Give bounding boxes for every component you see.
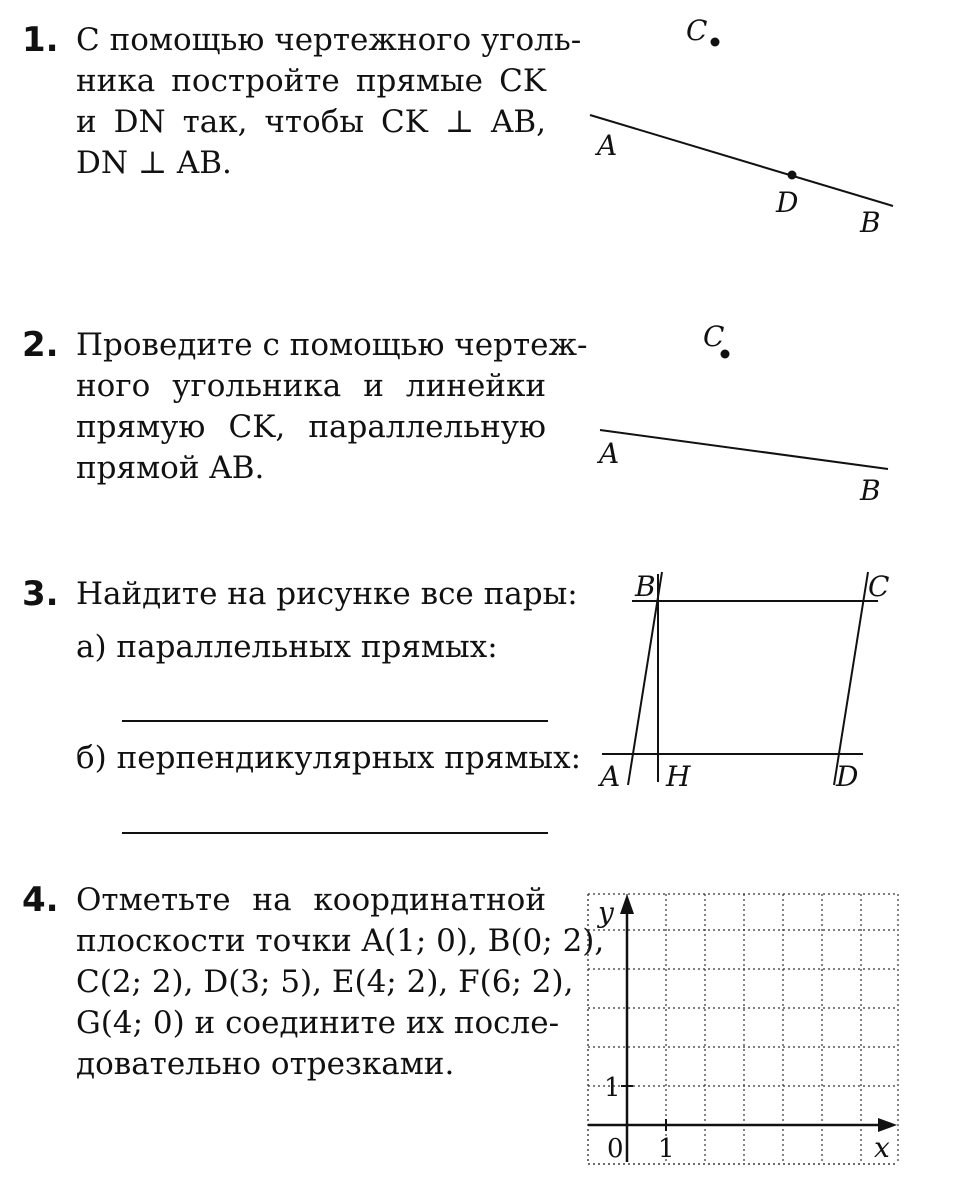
label-b-3: B (635, 570, 656, 603)
label-b-1: B (860, 206, 881, 239)
x-axis-arrow-icon (878, 1118, 897, 1132)
figure-3 (597, 570, 889, 793)
task-3-item-b: б) перпендикулярных прямых: (76, 740, 582, 776)
line-ab-2 (600, 430, 888, 469)
x-axis-label: x (874, 1131, 890, 1164)
task-4-line-5: довательно отрезками. (76, 1046, 455, 1082)
task-2-line-2: ного угольника и линейки (76, 368, 546, 404)
task-1-line-2: ника постройте прямые CK (76, 63, 546, 99)
task-4-number: 4. (22, 880, 59, 920)
point-c-1[interactable] (711, 38, 720, 47)
label-c-3: C (868, 570, 890, 603)
figure-2 (596, 320, 888, 507)
label-c-1: C (686, 14, 708, 47)
label-h-3: H (666, 760, 691, 793)
task-3-number: 3. (22, 574, 59, 614)
label-a-2: A (599, 437, 620, 470)
y-axis-label: y (598, 896, 614, 929)
label-a-3: A (600, 760, 621, 793)
y-axis-arrow-icon (620, 894, 634, 914)
task-1-line-3: и DN так, чтобы CK ⊥ AB, (76, 104, 546, 140)
task-3-intro: Найдите на рисунке все пары: (76, 576, 578, 612)
task-4-line-2: плоскости точки A(1; 0), B(0; 2), (76, 923, 605, 959)
task-1-number: 1. (22, 20, 59, 60)
task-2-line-4: прямой AB. (76, 450, 265, 486)
origin-label: 0 (607, 1134, 624, 1164)
task-2-number: 2. (22, 325, 59, 365)
label-c-2: C (703, 320, 725, 353)
grid-lines (588, 894, 898, 1164)
task-2-line-1: Проведите с помощью чертеж- (76, 327, 588, 363)
line-ab-1 (590, 115, 893, 206)
task-4-line-1: Отметьте на координатной (76, 882, 546, 918)
point-d-1[interactable] (788, 171, 797, 180)
label-a-1: A (597, 129, 618, 162)
task-3-item-a: а) параллельных прямых: (76, 629, 498, 665)
task-4-line-3: C(2; 2), D(3; 5), E(4; 2), F(6; 2), (76, 964, 574, 1000)
figure-1 (590, 14, 893, 239)
label-d-1: D (776, 186, 799, 219)
task-2-line-3: прямую CK, параллельную (76, 409, 546, 445)
task-1-line-1: С помощью чертежного уголь- (76, 22, 582, 58)
y-tick-label: 1 (604, 1073, 621, 1103)
task-1-line-4: DN ⊥ AB. (76, 145, 232, 181)
label-b-2: B (860, 474, 881, 507)
task-4-line-4: G(4; 0) и соедините их после- (76, 1005, 560, 1041)
x-tick-label: 1 (658, 1134, 675, 1164)
label-d-3: D (836, 760, 859, 793)
coordinate-grid[interactable] (588, 894, 898, 1164)
